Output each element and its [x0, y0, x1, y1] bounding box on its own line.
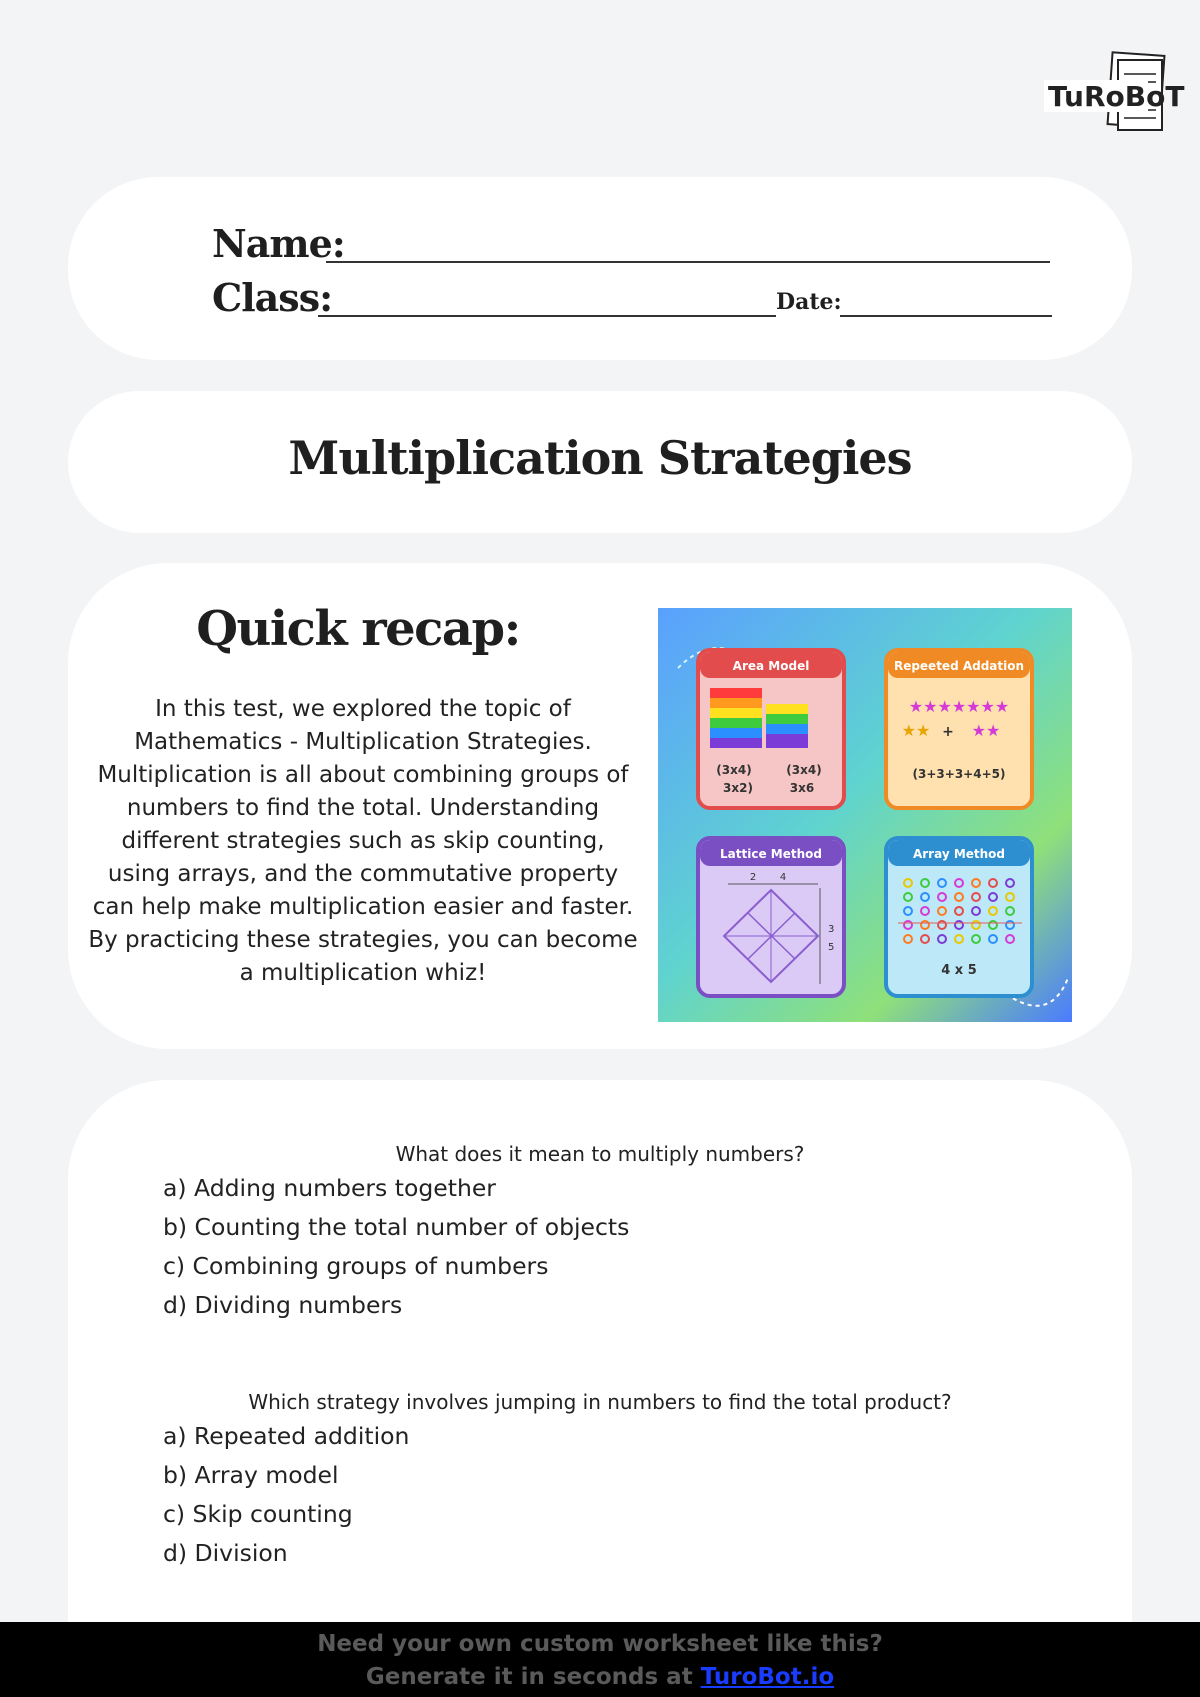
- area-left-bottom: 3x2): [723, 781, 753, 795]
- turobot-link[interactable]: TuroBot.io: [700, 1664, 835, 1690]
- footer-line-1: Need your own custom worksheet like this?: [317, 1631, 883, 1657]
- name-label: Name:: [212, 221, 345, 266]
- date-label: Date:: [776, 289, 842, 315]
- date-line[interactable]: [840, 315, 1052, 317]
- footer-line-2: [0, 1661, 1200, 1694]
- star-group-icon-2: ★★: [971, 721, 1001, 740]
- lattice-top-b: 4: [779, 872, 787, 883]
- title-card: [68, 391, 1132, 533]
- lattice-title: Lattice Method: [720, 847, 822, 861]
- worksheet-title: Multiplication Strategies: [288, 431, 912, 485]
- area-left-top: (3x4): [716, 763, 752, 777]
- option-b[interactable]: b) Counting the total number of objects: [163, 1213, 630, 1241]
- lattice-side-b: 5: [828, 942, 835, 953]
- footer-line-2-text: Generate it in seconds at: [365, 1664, 701, 1690]
- area-right-top: (3x4): [786, 763, 822, 777]
- array-method-panel: [886, 838, 1032, 996]
- option-b[interactable]: b) Array model: [163, 1461, 339, 1489]
- lattice-side-a: 3: [828, 924, 835, 935]
- lattice-method-panel: [698, 838, 844, 996]
- area-model-title: Area Model: [732, 659, 810, 673]
- array-caption: 4 x 5: [941, 963, 977, 978]
- option-a[interactable]: a) Adding numbers together: [163, 1174, 496, 1202]
- class-label: Class:: [212, 275, 333, 320]
- class-line[interactable]: [318, 315, 776, 317]
- area-right-bottom: 3x6: [789, 781, 815, 795]
- questions-card: [68, 1080, 1132, 1640]
- promo-footer: [0, 1622, 1200, 1697]
- recap-text: In this test, we explored the topic of Mathematics - Multiplication Strategies. Multiplication is all about combining groups of numbers to find the total. Understanding different strategies such as skip counting, using arrays, and the commutative property can help make multiplication easier and faster. By practicing these strategies, you can become a multiplication whiz!: [88, 696, 638, 986]
- area-model-panel: [698, 650, 844, 808]
- repeated-formula: (3+3+3+4+5): [912, 767, 1006, 781]
- lattice-top-a: 2: [749, 872, 757, 883]
- array-title: Array Method: [912, 847, 1006, 861]
- plus-sign: +: [942, 724, 954, 740]
- option-d[interactable]: d) Division: [163, 1539, 288, 1567]
- question-text: What does it mean to multiply numbers?: [395, 1142, 805, 1166]
- star-group-icon: ★★: [901, 721, 931, 740]
- logo-text: TuRoBoT: [1048, 80, 1185, 113]
- multiplication-strategies-illustration: [658, 608, 1072, 1022]
- star-row-icon: ★★★★★★★: [908, 697, 1010, 716]
- question-text: Which strategy involves jumping in numbers to find the total product?: [248, 1390, 952, 1414]
- option-c[interactable]: c) Combining groups of numbers: [163, 1252, 549, 1280]
- option-a[interactable]: a) Repeated addition: [163, 1422, 410, 1450]
- repeated-addition-panel: [886, 650, 1032, 808]
- turobot-logo: [1040, 52, 1185, 138]
- student-info-card: [68, 177, 1132, 360]
- option-c[interactable]: c) Skip counting: [163, 1500, 353, 1528]
- repeated-title: Repeeted Addation: [893, 659, 1025, 673]
- option-d[interactable]: d) Dividing numbers: [163, 1291, 403, 1319]
- name-line[interactable]: [326, 261, 1050, 263]
- recap-heading: Quick recap:: [196, 601, 520, 657]
- recap-card: [68, 563, 1132, 1049]
